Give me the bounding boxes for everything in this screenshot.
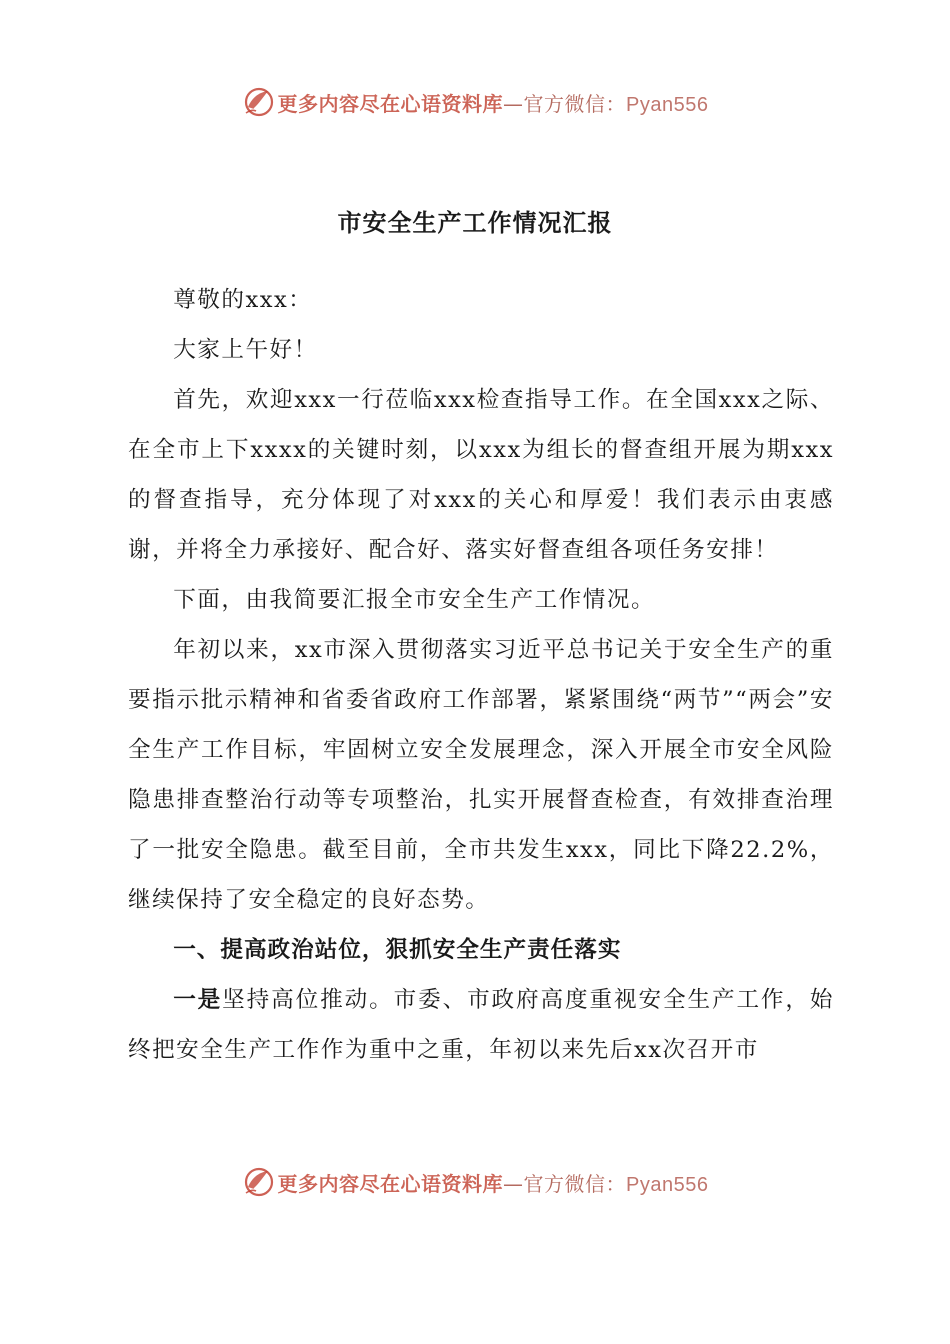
footer-banner xyxy=(0,1162,950,1202)
paragraph-overview: 年初以来，xx市深入贯彻落实习近平总书记关于安全生产的重要指示批示精神和省委省政府工作部署，紧紧围绕“两节”“两会”安全生产工作目标，牢固树立安全发展理念，深入开展全市安全风险隐患排查整治行动等专项整治，扎实开展督查检查，有效排查治理了一批安全隐患。截至目前，全市共发生xxx，同比下降22.2%，继续保持了安全稳定的良好态势。 xyxy=(128,637,834,913)
paragraph-report: 下面，由我简要汇报全市安全生产工作情况。 xyxy=(173,587,656,613)
pen-logo-icon xyxy=(242,85,276,119)
document-body xyxy=(128,275,834,1075)
banner-text xyxy=(278,88,709,117)
banner-wechat-label: 官方微信： xyxy=(523,91,627,116)
banner-main-text: 更多内容尽在心语资料库 xyxy=(277,1171,504,1196)
banner-wechat-id: Pyan556 xyxy=(626,93,709,116)
pen-logo-icon xyxy=(242,1165,276,1199)
banner-wechat-id: Pyan556 xyxy=(626,1173,709,1196)
salutation: 尊敬的xxx： xyxy=(173,287,313,313)
document-title: 市安全生产工作情况汇报 xyxy=(337,209,613,237)
paragraph-item-1 xyxy=(128,975,834,1075)
section-heading: 一、提高政治站位，狠抓安全生产责任落实 xyxy=(173,937,622,963)
greeting: 大家上午好！ xyxy=(173,337,318,363)
banner-wechat-label: 官方微信： xyxy=(523,1171,627,1196)
item-text: 坚持高位推动。市委、市政府高度重视安全生产工作，始终把安全生产工作作为重中之重，年初以来先后xx次召开市 xyxy=(128,987,835,1063)
banner-text xyxy=(278,1168,709,1197)
item-lead: 一是 xyxy=(173,987,223,1013)
header-banner xyxy=(0,82,950,122)
banner-dash: — xyxy=(503,91,524,116)
banner-dash: — xyxy=(503,1171,524,1196)
banner-main-text: 更多内容尽在心语资料库 xyxy=(277,91,504,116)
paragraph-intro: 首先，欢迎xxx一行莅临xxx检查指导工作。在全国xxx之际、在全市上下xxxx的关键时刻，以xxx为组长的督查组开展为期xxx的督查指导，充分体现了对xxx的关心和厚爱！我们表示由衷感谢，并将全力承接好、配合好、落实好督查组各项任务安排！ xyxy=(128,387,834,563)
